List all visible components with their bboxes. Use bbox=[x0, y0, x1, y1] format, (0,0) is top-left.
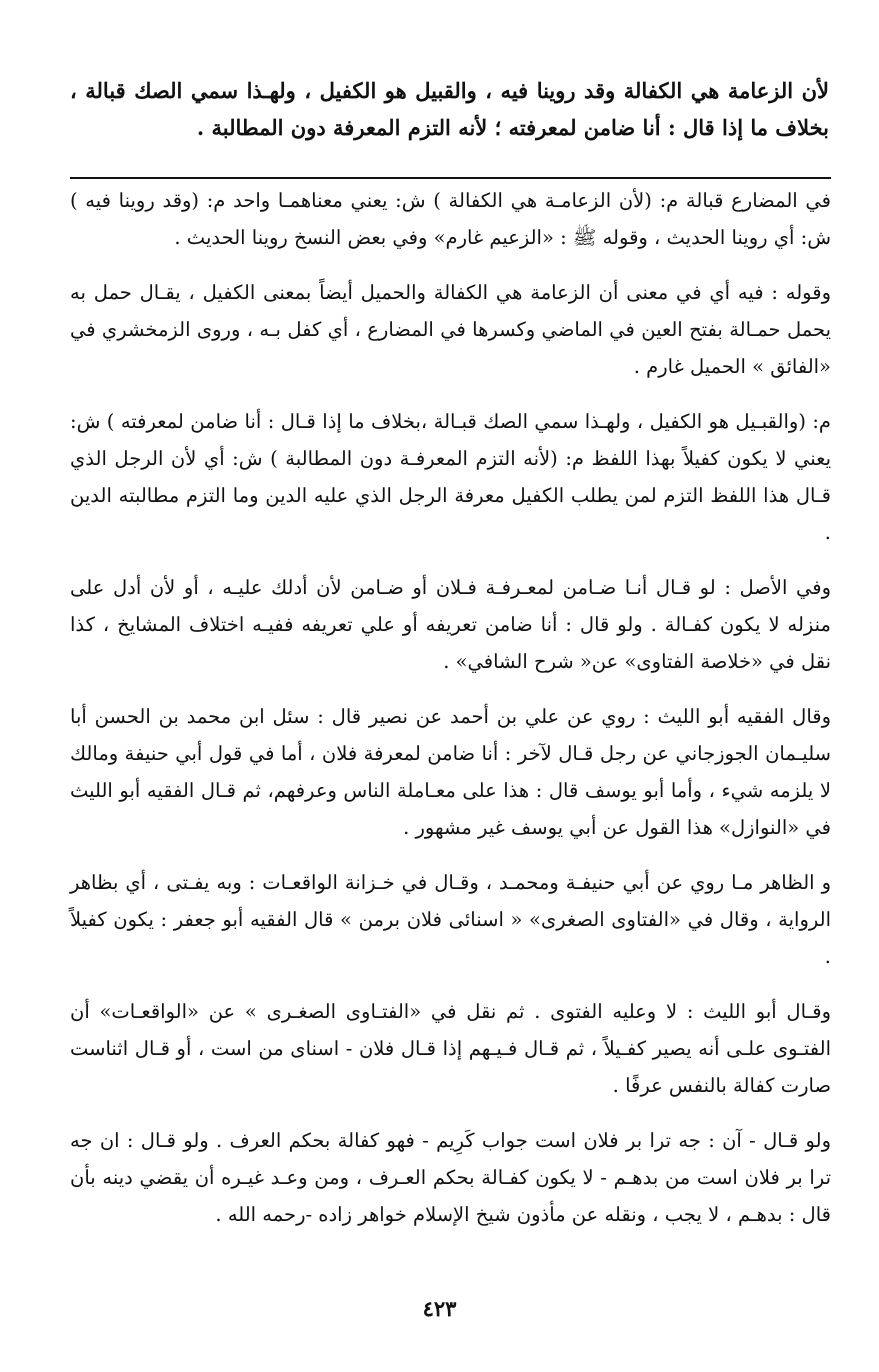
commentary-paragraph: و الظاهر مـا روي عن أبي حنيفـة ومحمـد ، وقـال في خـزانة الواقعـات : وبه يفـتى ، أي بظاهر الرواية ، وقال في «الفتاوى الصغرى» « اسنائى فلان برمن » قال الفقيه أبو جعفر : يكون كفيلاً . bbox=[70, 871, 831, 968]
commentary-paragraph: م: (والقبـيل هو الكفيل ، ولهـذا سمي الصك قبـالة ،بخلاف ما إذا قـال : أنا ضامن لمعرفته ) ش: يعني لا يكون كفيلاً بهذا اللفظ م: (لأنه التزم المعرفـة دون المطالبة ) ش: أي لأن الرجل الذي قـال هذا اللفظ التزم لمن يطلب الكفيل معرفة الرجل الذي عليه الدين وما التزم مطالبته الدين . bbox=[70, 410, 831, 544]
commentary-text bbox=[70, 182, 831, 1251]
commentary-paragraph: وفي الأصل : لو قـال أنـا ضـامن لمعـرفـة فـلان أو ضـامن لأن أدلك عليـه ، أو لأن أدل على منزله لا يكون كفـالة . ولو قال : أنا ضامن تعريفه أو علي تعريفه ففيـه اختلاف المشايخ ، كذا نقل في «خلاصة الفتاوى» عن« شرح الشافي» . bbox=[70, 576, 831, 673]
commentary-paragraph: في المضارع قبالة م: (لأن الزعامـة هي الكفالة ) ش: يعني معناهمـا واحد م: (وقد روينا فيه ) ش: أي روينا الحديث ، وقوله ﷺ : «الزعيم غارم» وفي بعض النسخ روينا الحديث . bbox=[70, 189, 831, 249]
commentary-paragraph: وقال الفقيه أبو الليث : روي عن علي بن أحمد عن نصير قال : سئل ابن محمد بن الحسن أبا سليـمان الجوزجاني عن رجل قـال لآخر : أنا ضامن لمعرفة فلان ، أما في قول أبي حنيفة ومالك لا يلزمه شيء ، وأما أبو يوسف قال : هذا على معـاملة الناس وعرفهم، ثم قـال الفقيه أبو الليث في «النوازل» هذا القول عن أبي يوسف غير مشهور . bbox=[70, 705, 831, 839]
commentary-paragraph: وقـال أبو الليث : لا وعليه الفتوى . ثم نقل في «الفتـاوى الصغـرى » عن «الواقعـات» أن الفتـوى علـى أنه يصير كفـيلاً ، ثم قـال فـيـهم إذا قـال فلان - اسنای من است ، أو قـال اثناست صارت كفالة بالنفس عرفًا . bbox=[70, 1000, 831, 1097]
separator-line bbox=[70, 177, 831, 179]
main-text bbox=[70, 72, 829, 146]
page-number: ٤٢٣ bbox=[422, 1296, 457, 1321]
commentary-paragraph: ولو قـال - آن : جه ترا بر فلان است جواب كَرِيم - فهو كفالة بحكم العرف . ولو قـال : ان جه ترا بر فلان است من بدهـم - لا يكون كفـالة بحكم العـرف ، ومن وعـد غيـره أن يقضي دينه بأن قال : بدهـم ، لا يجب ، ونقله عن مأذون شيخ الإسلام خواهر زاده -رحمه الله . bbox=[70, 1129, 831, 1226]
main-text-paragraph: لأن الزعامة هي الكفالة وقد روينا فيه ، والقبيل هو الكفيل ، ولهـذا سمي الصك قبالة ، بخلاف ما إذا قال : أنا ضامن لمعرفته ؛ لأنه التزم المعرفة دون المطالبة . bbox=[70, 78, 829, 140]
commentary-paragraph: وقوله : فيه أي في معنى أن الزعامة هي الكفالة والحميل أيضاً بمعنى الكفيل ، يقـال حمل به يحمل حمـالة بفتح العين في الماضي وكسرها في المضارع ، أي كفل بـه ، وروى الزمخشري في «الفائق » الحميل غارم . bbox=[70, 281, 831, 378]
